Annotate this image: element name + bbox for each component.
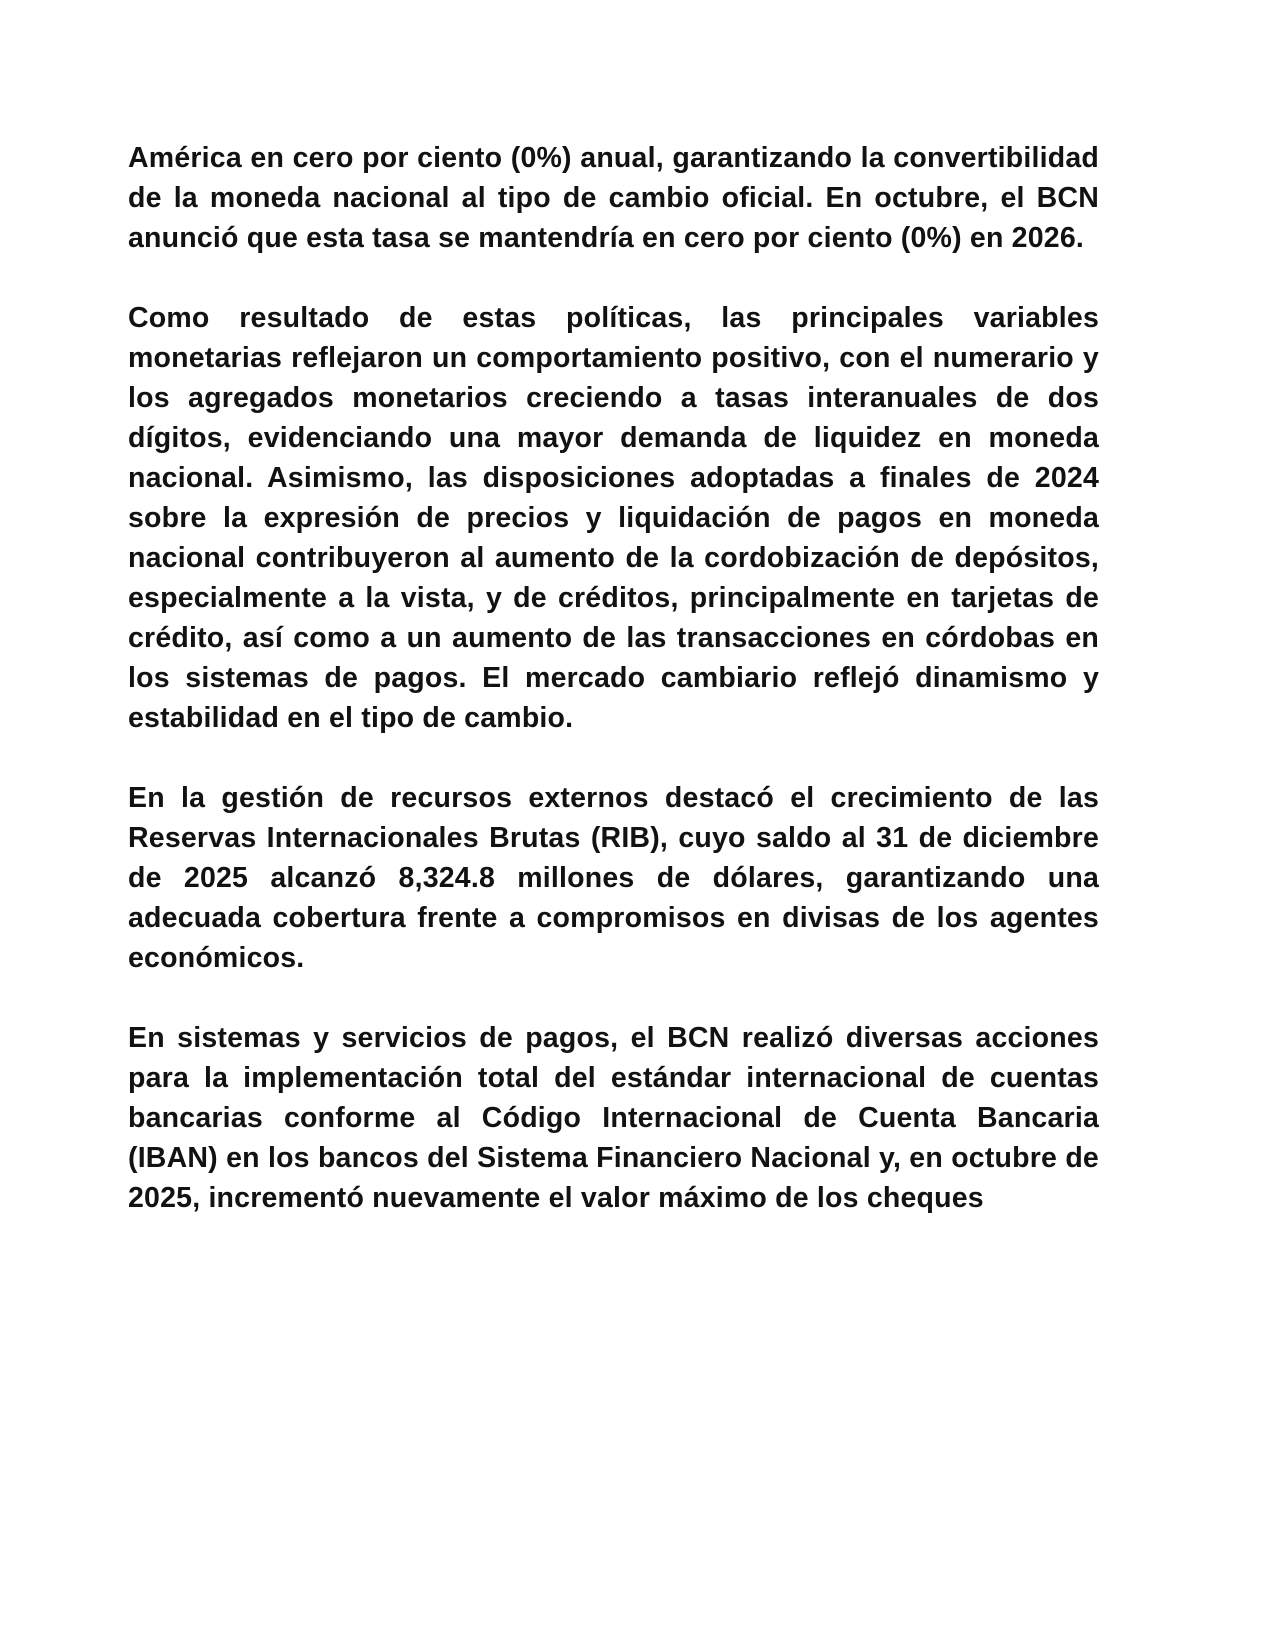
paragraph-monetary-variables: Como resultado de estas políticas, las principales variables monetarias reflejaron un comportamiento positivo, con el numerario y los agregados monetarios creciendo a tasas interanuales de dos dígitos, evidenciando una mayor demanda de liquidez en moneda nacional. Asimismo, las disposiciones adoptadas a finales de 2024 sobre la expresión de precios y liquidación de pagos en moneda nacional contribuyeron al aumento de la cordobización de depósitos, especialmente a la vista, y de créditos, principalmente en tarjetas de crédito, así como a un aumento de las transacciones en córdobas en los sistemas de pagos. El mercado cambiario reflejó dinamismo y estabilidad en el tipo de cambio. [128, 302, 1099, 734]
paragraph-international-reserves: En la gestión de recursos externos destacó el crecimiento de las Reservas Internacionales Brutas (RIB), cuyo saldo al 31 de diciembre de 2025 alcanzó 8,324.8 millones de dólares, garantizando una adecuada cobertura frente a compromisos en divisas de los agentes económicos. [128, 782, 1099, 974]
paragraph-monetary-rate: América en cero por ciento (0%) anual, garantizando la convertibilidad de la moneda nacional al tipo de cambio oficial. En octubre, el BCN anunció que esta tasa se mantendría en cero por ciento (0%) en 2026. [128, 142, 1099, 254]
paragraph-payment-systems: En sistemas y servicios de pagos, el BCN realizó diversas acciones para la implementación total del estándar internacional de cuentas bancarias conforme al Código Internacional de Cuenta Bancaria (IBAN) en los bancos del Sistema Financiero Nacional y, en octubre de 2025, incrementó nuevamente el valor máximo de los cheques [128, 1022, 1099, 1214]
document-body [128, 138, 1099, 1218]
